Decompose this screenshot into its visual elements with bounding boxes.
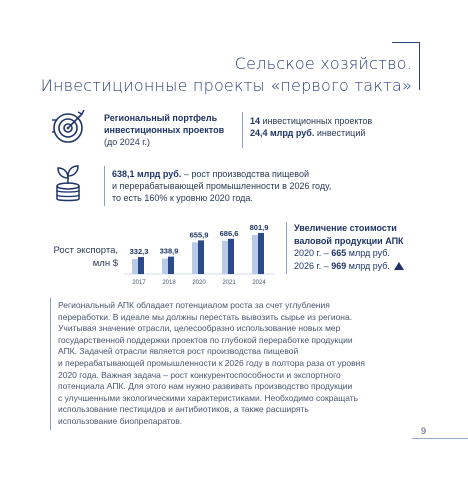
bar-value-label: 655,9 <box>189 230 209 240</box>
page-title-line2: Инвестиционные проекты «первого такта» <box>40 76 412 95</box>
x-tick-label: 2020 <box>192 280 206 286</box>
paragraph-line: с улучшенными экологическими характеристиками. Необходимо сокращать <box>58 392 359 403</box>
paragraph-divider <box>50 298 51 430</box>
gross-row1-value: 665 <box>331 248 347 258</box>
portfolio-heading-line2: инвестиционных проектов <box>104 125 225 135</box>
bar-value-label: 686,6 <box>219 228 239 238</box>
bar <box>138 257 144 274</box>
investments-amount: 24,4 млрд руб. <box>250 128 315 138</box>
x-tick-label: 2017 <box>132 280 146 286</box>
x-tick-label: 2018 <box>162 280 176 286</box>
bar-shade <box>222 241 228 274</box>
paragraph-line: использование пестицидов и антибиотиков, а также расширять <box>58 404 309 415</box>
x-tick-label: 2021 <box>222 280 236 286</box>
production-line1-rest: – рост производства пищевой <box>181 169 309 179</box>
export-bar-chart <box>124 222 274 290</box>
portfolio-heading <box>104 112 254 148</box>
bar-value-label: 801,9 <box>249 222 269 232</box>
page-number: 9 <box>420 426 426 436</box>
export-label-line1: Рост экспорта, <box>53 245 118 256</box>
paragraph-line: использование биопрепаратов. <box>58 415 183 426</box>
paragraph-line: и перерабатывающей промышленности к 2026 году в полтора раза от уровня <box>58 357 365 368</box>
bar-shade <box>252 235 258 274</box>
production-line2: и перерабатывающей промышленности в 2026 году, <box>112 181 332 191</box>
bar <box>228 239 234 274</box>
body-paragraph <box>58 300 418 428</box>
gross-divider <box>286 222 287 274</box>
paragraph-line: Учитывая значение отрасли, целесообразно использование новых мер <box>58 323 341 334</box>
production-line3: то есть 160% к уровню 2020 года. <box>112 193 253 203</box>
bar <box>198 240 204 274</box>
production-amount: 638,1 млрд руб. <box>112 169 182 179</box>
target-icon <box>50 108 88 146</box>
bar-shade <box>162 259 168 274</box>
paragraph-line: государственной поддержки проектов по глубокой переработке продукции <box>58 334 353 345</box>
portfolio-heading-line1: Региональный портфель <box>104 113 218 123</box>
page-title-line1: Сельское хозяйство. <box>234 54 412 73</box>
export-label-line2: млн $ <box>92 258 118 269</box>
corner-line-horizontal <box>392 42 420 43</box>
production-line1 <box>112 168 382 180</box>
gross-row2-value: 969 <box>331 260 347 271</box>
gross-heading-line2: валовой продукции АПК <box>294 235 404 246</box>
paragraph-line: Региональный АПК обладает потенциалом роста за счет углубления <box>58 300 330 310</box>
investments-text: инвестиций <box>314 128 366 138</box>
gross-row-2020 <box>294 247 404 260</box>
production-divider <box>104 166 105 206</box>
gross-row1-suffix: млрд руб. <box>346 248 390 258</box>
projects-text: инвестиционных проектов <box>260 116 373 126</box>
gross-row2-prefix: 2026 г. – <box>294 260 332 271</box>
paragraph-line: потенциала АПК. Для этого нам нужно развивать производство продукции <box>58 381 353 392</box>
portfolio-stats <box>250 115 450 139</box>
bar <box>258 233 264 274</box>
projects-line <box>250 115 450 127</box>
paragraph-line: АПК. Задачей отрасли является рост производства пищевой <box>58 346 299 357</box>
bar-value-label: 332,3 <box>129 246 149 256</box>
bar-value-label: 338,9 <box>159 246 179 256</box>
gross-row2-suffix: млрд руб. <box>346 260 390 271</box>
projects-count: 14 <box>250 116 261 126</box>
bar <box>168 257 174 274</box>
paragraph-line: переработки. В идеале мы должны перестать вывозить сырье из региона. <box>58 311 353 322</box>
up-triangle-icon <box>394 262 404 270</box>
production-text <box>112 168 382 204</box>
gross-row1-prefix: 2020 г. – <box>294 248 332 258</box>
gross-output-block <box>294 222 404 272</box>
corner-line-vertical <box>419 42 420 90</box>
footer-line <box>412 438 468 439</box>
bar-shade <box>192 242 198 274</box>
portfolio-divider <box>242 112 243 148</box>
bar-shade <box>132 259 138 274</box>
sprout-coins-icon <box>52 164 84 204</box>
gross-row-2026 <box>294 260 404 273</box>
portfolio-period: (до 2024 г.) <box>104 137 150 147</box>
gross-heading-line1: Увеличение стоимости <box>294 223 397 233</box>
investments-line <box>250 127 450 139</box>
export-label <box>40 244 118 270</box>
paragraph-line: 2020 года. Важная задача – рост конкурентоспособности и экспортного <box>58 369 341 380</box>
x-tick-label: 2024 <box>252 280 266 286</box>
